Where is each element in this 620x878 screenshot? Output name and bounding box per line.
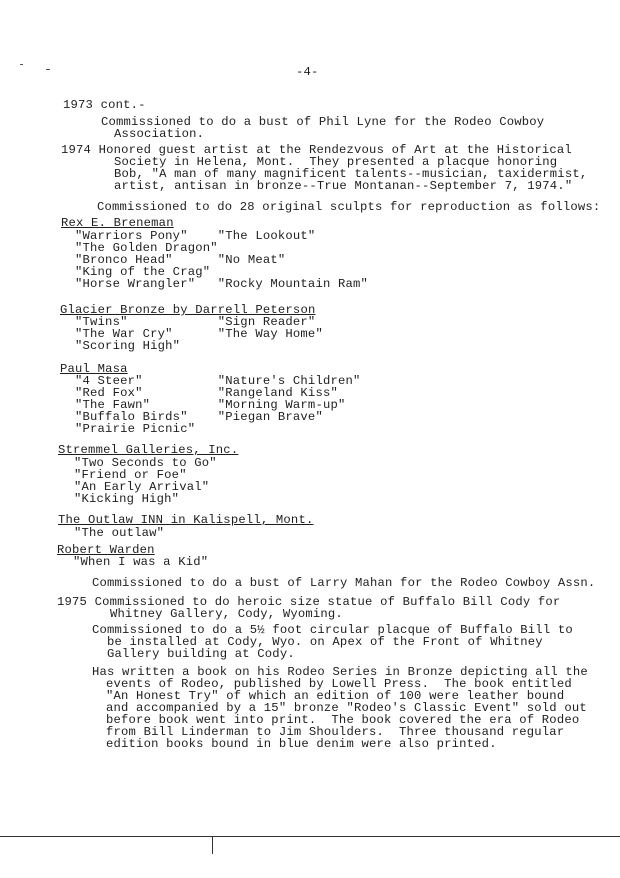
list-item: "Horse Wrangler" "Rocky Mountain Ram" bbox=[75, 277, 369, 291]
entry-line: before book went into print. The book covered the era of Rodeo bbox=[106, 713, 580, 727]
entry-line: events of Rodeo, published by Lowell Press. The book entitled bbox=[106, 677, 572, 691]
group-heading: The Outlaw INN in Kalispell, Mont. bbox=[58, 513, 314, 527]
list-item: "Scoring High" bbox=[75, 339, 181, 353]
list-item: "King of the Crag" bbox=[75, 265, 211, 279]
stray-mark bbox=[46, 69, 50, 70]
entry-line: "An Honest Try" of which an edition of 100 were leather bound bbox=[106, 689, 565, 703]
list-item: "Warriors Pony" "The Lookout" bbox=[75, 229, 316, 243]
list-item: "Kicking High" bbox=[74, 492, 180, 506]
entry-line: 1974 Honored guest artist at the Rendezvous of Art at the Historical bbox=[61, 143, 572, 157]
entry-line: Association. bbox=[114, 127, 205, 141]
entry-line: Whitney Gallery, Cody, Wyoming. bbox=[110, 607, 343, 621]
entry-line: and accompanied by a 15" bronze "Rodeo's Classic Event" sold out bbox=[106, 701, 587, 715]
entry-line: Bob, "A man of many magnificent talents--musician, taxidermist, bbox=[114, 167, 588, 181]
entry-line: Gallery building at Cody. bbox=[107, 647, 295, 661]
entry-line: from Bill Linderman to Jim Shoulders. Three thousand regular bbox=[106, 725, 565, 739]
list-item: "Bronco Head" "No Meat" bbox=[75, 253, 286, 267]
stray-mark bbox=[20, 64, 23, 65]
list-item: "The Fawn" "Morning Warm-up" bbox=[75, 398, 346, 412]
list-item: "Friend or Foe" bbox=[74, 468, 187, 482]
page-edge-line bbox=[0, 836, 620, 837]
list-item: "The outlaw" bbox=[74, 526, 165, 540]
entry-line: Commissioned to do a bust of Phil Lyne for the Rodeo Cowboy bbox=[101, 115, 545, 129]
entry-line: edition books bound in blue denim were also printed. bbox=[106, 737, 497, 751]
entry-line: Commissioned to do a bust of Larry Mahan for the Rodeo Cowboy Assn. bbox=[92, 576, 596, 590]
entry-line: Society in Helena, Mont. They presented a placque honoring bbox=[114, 155, 558, 169]
list-item: "Two Seconds to Go" bbox=[74, 456, 217, 470]
entry-line: be installed at Cody, Wyo. on Apex of the Front of Whitney bbox=[107, 635, 543, 649]
entry-line: artist, antisan in bronze--True Montanan--September 7, 1974." bbox=[114, 179, 573, 193]
list-item: "Twins" "Sign Reader" bbox=[75, 315, 316, 329]
list-item: "Red Fox" "Rangeland Kiss" bbox=[75, 386, 338, 400]
group-heading: Rex E. Breneman bbox=[61, 216, 174, 230]
list-item: "The Golden Dragon" bbox=[75, 241, 218, 255]
entry-line: 1975 Commissioned to do heroic size statue of Buffalo Bill Cody for bbox=[57, 595, 561, 609]
list-item: "When I was a Kid" bbox=[73, 555, 209, 569]
year-1973-heading: 1973 cont.- bbox=[63, 98, 146, 112]
list-item: "The War Cry" "The Way Home" bbox=[75, 327, 323, 341]
group-heading: Robert Warden bbox=[57, 543, 155, 557]
list-item: "Prairie Picnic" bbox=[75, 422, 196, 436]
page-edge-tick bbox=[212, 836, 213, 854]
list-item: "An Early Arrival" bbox=[74, 480, 210, 494]
list-item: "Buffalo Birds" "Piegan Brave" bbox=[75, 410, 323, 424]
entry-line: Has written a book on his Rodeo Series in Bronze depicting all the bbox=[92, 665, 588, 679]
group-heading: Glacier Bronze by Darrell Peterson bbox=[60, 303, 316, 317]
entry-line: Commissioned to do a 5½ foot circular placque of Buffalo Bill to bbox=[92, 623, 573, 637]
group-heading: Paul Masa bbox=[60, 362, 128, 376]
page-number: -4- bbox=[296, 65, 319, 79]
group-heading: Stremmel Galleries, Inc. bbox=[58, 443, 239, 457]
list-item: "4 Steer" "Nature's Children" bbox=[75, 374, 361, 388]
entry-line: Commissioned to do 28 original sculpts for reproduction as follows: bbox=[97, 200, 601, 214]
